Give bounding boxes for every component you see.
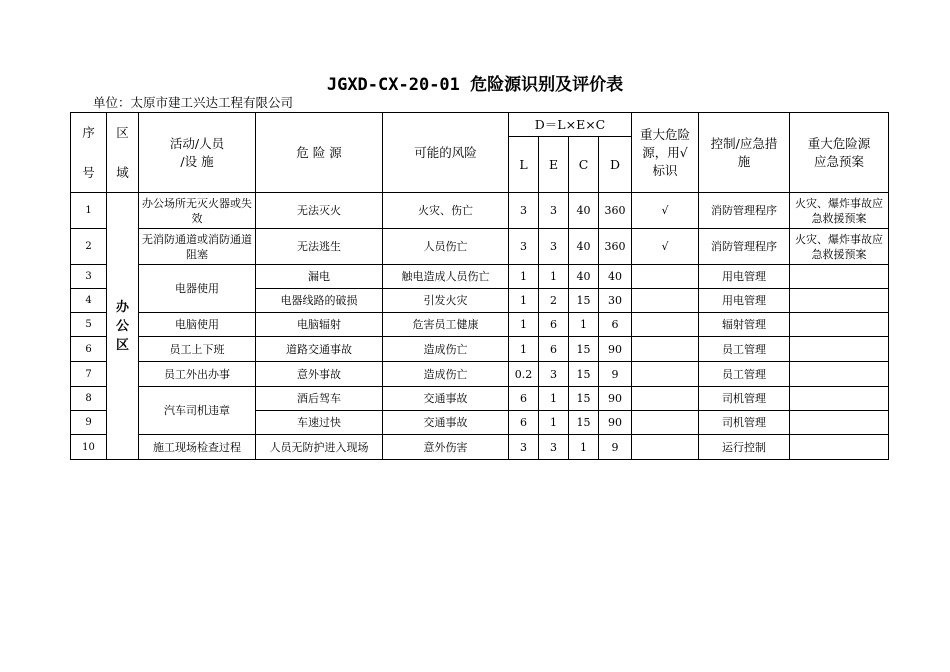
table-row <box>71 387 889 411</box>
L-cell: 3 <box>509 193 539 229</box>
L-cell: 6 <box>509 387 539 411</box>
table-row <box>71 265 889 289</box>
control-cell: 司机管理 <box>699 387 790 411</box>
L-cell: 0.2 <box>509 362 539 387</box>
D-cell: 6 <box>599 313 632 337</box>
hazard-cell: 无法逃生 <box>256 229 383 265</box>
activity-header: 活动/人员 /设 施 <box>139 113 256 193</box>
plan-cell <box>790 362 889 387</box>
C-cell: 15 <box>569 387 599 411</box>
activity-cell: 电器使用 <box>139 265 256 313</box>
E-header: E <box>539 137 569 193</box>
E-cell: 6 <box>539 313 569 337</box>
plan-cell <box>790 265 889 289</box>
risk-header: 可能的风险 <box>383 113 509 193</box>
E-cell: 3 <box>539 229 569 265</box>
L-cell: 1 <box>509 337 539 362</box>
L-cell: 1 <box>509 289 539 313</box>
control-cell: 消防管理程序 <box>699 193 790 229</box>
plan-cell <box>790 313 889 337</box>
table-row <box>71 337 889 362</box>
D-cell: 90 <box>599 387 632 411</box>
major-cell <box>632 387 699 411</box>
control-header: 控制/应急措 施 <box>699 113 790 193</box>
C-cell: 1 <box>569 313 599 337</box>
plan-cell <box>790 435 889 460</box>
activity-cell: 电脑使用 <box>139 313 256 337</box>
D-cell: 360 <box>599 193 632 229</box>
seq-cell: 4 <box>71 289 107 313</box>
plan-cell <box>790 337 889 362</box>
major-cell <box>632 411 699 435</box>
C-cell: 40 <box>569 229 599 265</box>
L-cell: 1 <box>509 265 539 289</box>
risk-cell: 触电造成人员伤亡 <box>383 265 509 289</box>
major-cell <box>632 435 699 460</box>
hazard-cell: 漏电 <box>256 265 383 289</box>
seq-cell: 1 <box>71 193 107 229</box>
risk-cell: 造成伤亡 <box>383 337 509 362</box>
risk-cell: 人员伤亡 <box>383 229 509 265</box>
risk-cell: 交通事故 <box>383 411 509 435</box>
control-cell: 用电管理 <box>699 265 790 289</box>
major-cell <box>632 289 699 313</box>
hazard-cell: 意外事故 <box>256 362 383 387</box>
major-cell <box>632 362 699 387</box>
activity-cell: 员工外出办事 <box>139 362 256 387</box>
table-row <box>71 193 889 229</box>
major-cell <box>632 337 699 362</box>
hazard-cell: 无法灭火 <box>256 193 383 229</box>
D-cell: 40 <box>599 265 632 289</box>
E-cell: 1 <box>539 411 569 435</box>
control-cell: 辐射管理 <box>699 313 790 337</box>
document-title: JGXD-CX-20-01 危险源识别及评价表 <box>326 75 624 95</box>
header-row-1 <box>71 113 889 137</box>
risk-cell: 意外伤害 <box>383 435 509 460</box>
L-cell: 3 <box>509 435 539 460</box>
D-header: D <box>599 137 632 193</box>
table-row <box>71 362 889 387</box>
plan-cell: 火灾、爆炸事故应急救援预案 <box>790 193 889 229</box>
L-cell: 1 <box>509 313 539 337</box>
plan-cell <box>790 387 889 411</box>
table-row <box>71 435 889 460</box>
major-cell <box>632 313 699 337</box>
E-cell: 3 <box>539 362 569 387</box>
control-cell: 员工管理 <box>699 362 790 387</box>
E-cell: 1 <box>539 265 569 289</box>
activity-cell: 汽车司机违章 <box>139 387 256 435</box>
control-cell: 员工管理 <box>699 337 790 362</box>
control-cell: 用电管理 <box>699 289 790 313</box>
activity-cell: 员工上下班 <box>139 337 256 362</box>
D-cell: 90 <box>599 337 632 362</box>
C-cell: 40 <box>569 265 599 289</box>
E-cell: 6 <box>539 337 569 362</box>
C-header: C <box>569 137 599 193</box>
seq-cell: 9 <box>71 411 107 435</box>
seq-header: 序 号 <box>71 113 107 193</box>
plan-header: 重大危险源 应急预案 <box>790 113 889 193</box>
L-cell: 6 <box>509 411 539 435</box>
plan-cell: 火灾、爆炸事故应急救援预案 <box>790 229 889 265</box>
E-cell: 2 <box>539 289 569 313</box>
plan-cell <box>790 289 889 313</box>
seq-cell: 2 <box>71 229 107 265</box>
hazard-table <box>70 112 889 460</box>
L-cell: 3 <box>509 229 539 265</box>
major-cell: √ <box>632 229 699 265</box>
table-row <box>71 229 889 265</box>
D-cell: 9 <box>599 435 632 460</box>
C-cell: 15 <box>569 289 599 313</box>
hazard-cell: 人员无防护进入现场 <box>256 435 383 460</box>
E-cell: 3 <box>539 193 569 229</box>
control-cell: 司机管理 <box>699 411 790 435</box>
seq-cell: 6 <box>71 337 107 362</box>
seq-cell: 5 <box>71 313 107 337</box>
C-cell: 40 <box>569 193 599 229</box>
E-cell: 3 <box>539 435 569 460</box>
E-cell: 1 <box>539 387 569 411</box>
major-cell: √ <box>632 193 699 229</box>
seq-cell: 8 <box>71 387 107 411</box>
D-cell: 360 <box>599 229 632 265</box>
table-row <box>71 313 889 337</box>
hazard-cell: 车速过快 <box>256 411 383 435</box>
L-header: L <box>509 137 539 193</box>
seq-cell: 10 <box>71 435 107 460</box>
activity-cell: 办公场所无灭火器或失效 <box>139 193 256 229</box>
D-cell: 9 <box>599 362 632 387</box>
formula-header: D＝L×E×C <box>509 113 632 137</box>
hazard-cell: 酒后驾车 <box>256 387 383 411</box>
seq-cell: 7 <box>71 362 107 387</box>
region-cell: 办 公 区 <box>107 193 139 460</box>
area-header: 区 域 <box>107 113 139 193</box>
activity-cell: 施工现场检查过程 <box>139 435 256 460</box>
hazard-cell: 道路交通事故 <box>256 337 383 362</box>
C-cell: 15 <box>569 337 599 362</box>
unit-line: 单位：太原市建工兴达工程有限公司 <box>93 95 294 110</box>
C-cell: 1 <box>569 435 599 460</box>
hazard-cell: 电脑辐射 <box>256 313 383 337</box>
control-cell: 运行控制 <box>699 435 790 460</box>
activity-cell: 无消防通道或消防通道阻塞 <box>139 229 256 265</box>
plan-cell <box>790 411 889 435</box>
D-cell: 90 <box>599 411 632 435</box>
major-hazard-header: 重大危险 源，用√ 标识 <box>632 113 699 193</box>
risk-cell: 造成伤亡 <box>383 362 509 387</box>
C-cell: 15 <box>569 362 599 387</box>
risk-cell: 火灾、伤亡 <box>383 193 509 229</box>
major-cell <box>632 265 699 289</box>
hazard-header: 危 险 源 <box>256 113 383 193</box>
hazard-cell: 电器线路的破损 <box>256 289 383 313</box>
control-cell: 消防管理程序 <box>699 229 790 265</box>
D-cell: 30 <box>599 289 632 313</box>
risk-cell: 交通事故 <box>383 387 509 411</box>
C-cell: 15 <box>569 411 599 435</box>
risk-cell: 危害员工健康 <box>383 313 509 337</box>
seq-cell: 3 <box>71 265 107 289</box>
risk-cell: 引发火灾 <box>383 289 509 313</box>
